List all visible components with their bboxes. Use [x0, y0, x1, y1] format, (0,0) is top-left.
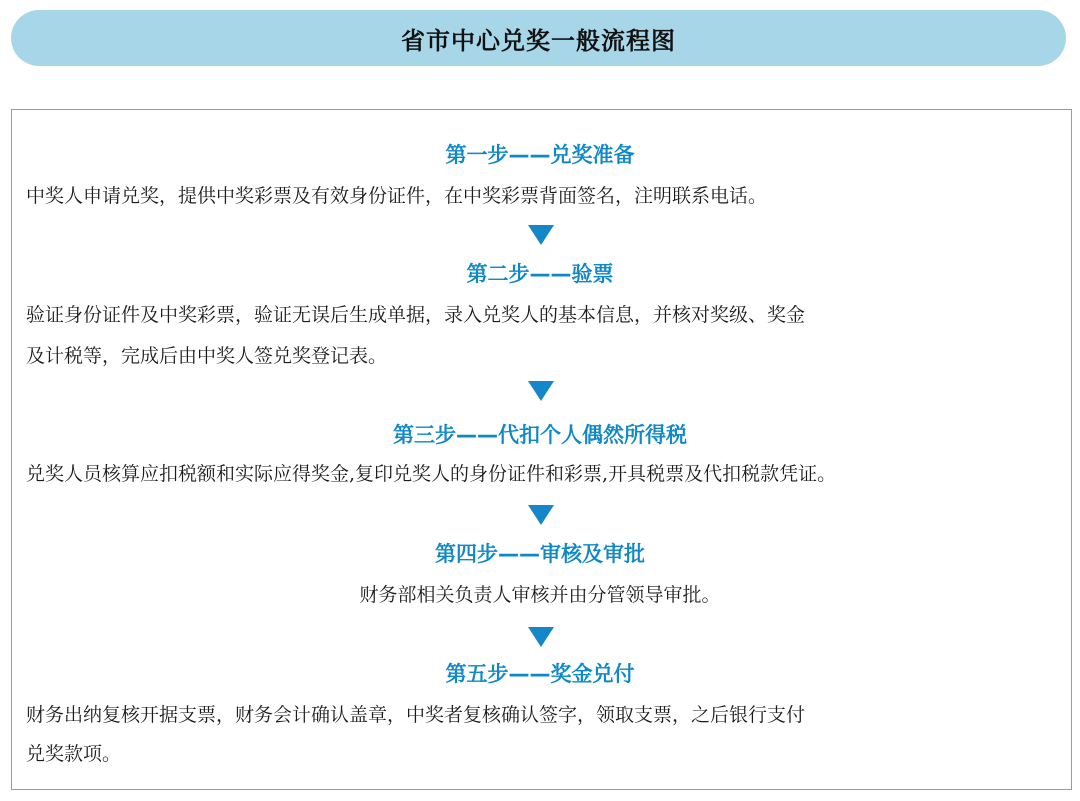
down-arrow-icon [528, 381, 554, 401]
step-3-heading: 第三步——代扣个人偶然所得税 [393, 423, 687, 447]
step-5-description-line-1: 财务出纳复核开据支票，财务会计确认盖章，中奖者复核确认签字，领取支票，之后银行支付 [26, 704, 806, 726]
down-arrow-icon [528, 505, 554, 525]
step-2-heading: 第二步——验票 [466, 262, 614, 286]
step-1-description: 中奖人申请兑奖，提供中奖彩票及有效身份证件，在中奖彩票背面签名，注明联系电话。 [26, 185, 768, 207]
step-3-description: 兑奖人员核算应扣税额和实际应得奖金,复印兑奖人的身份证件和彩票,开具税票及代扣税款凭证。 [26, 463, 837, 485]
step-5-heading: 第五步——奖金兑付 [445, 662, 635, 686]
step-2-description-line-2: 及计税等，完成后由中奖人签兑奖登记表。 [26, 345, 388, 367]
down-arrow-icon [528, 627, 554, 647]
step-4-heading: 第四步——审核及审批 [435, 542, 645, 566]
down-arrow-icon [528, 225, 554, 245]
page-title: 省市中心兑奖一般流程图 [401, 26, 676, 55]
step-2-description-line-1: 验证身份证件及中奖彩票，验证无误后生成单据，录入兑奖人的基本信息，并核对奖级、奖金 [26, 304, 806, 326]
title-banner [11, 10, 1066, 66]
step-4-description: 财务部相关负责人审核并由分管领导审批。 [359, 584, 721, 606]
step-1-heading: 第一步——兑奖准备 [445, 143, 635, 167]
step-5-description-line-2: 兑奖款项。 [26, 743, 122, 765]
